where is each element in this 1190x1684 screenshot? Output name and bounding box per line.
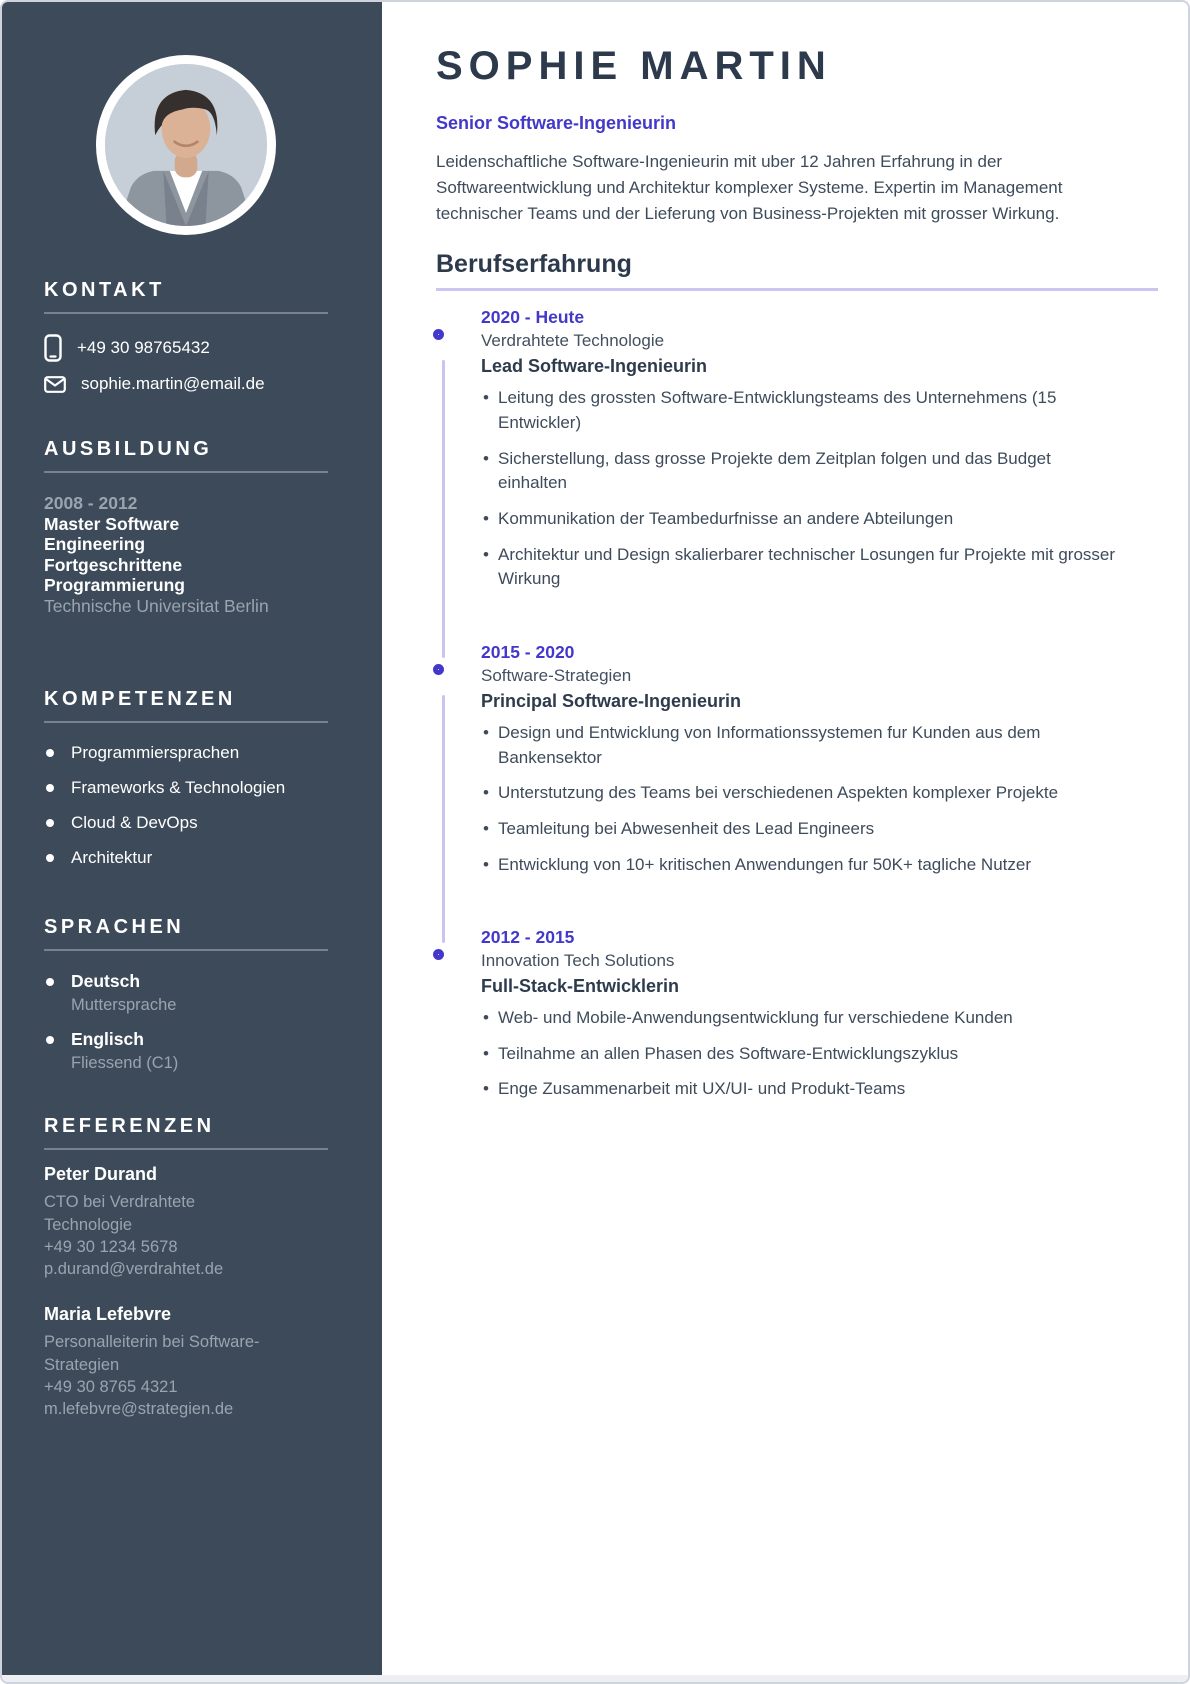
entry-bullet: • Teamleitung bei Abwesenheit des Lead Engineers [481,817,1123,842]
reference-item [44,1164,328,1280]
entry-bullet: • Teilnahme an allen Phasen des Software-Entwicklungszyklus [481,1042,1123,1067]
entry-role: Principal Software-Ingenieurin [481,690,742,711]
skill-label: Programmiersprachen [71,743,240,763]
profile-summary: Leidenschaftliche Software-Ingenieurin mit uber 12 Jahren Erfahrung in der Softwareentwicklung und Architektur komplexer Systeme. Expertin im Management technischer Teams und der Lieferung von Business-Projekten mit grosser Wirkung. [436,152,1063,223]
language-level: Muttersprache [71,996,177,1015]
entry-bullet: • Enge Zusammenarbeit mit UX/UI- und Produkt-Teams [481,1077,1123,1102]
timeline-line [442,695,445,943]
language-item [44,1029,328,1073]
timeline-line [442,360,445,657]
entry-bullets [481,1006,1158,1102]
entry-bullet: • Leitung des grossten Software-Entwicklungsteams des Unternehmens (15 Entwickler) [481,386,1123,435]
entry-bullet: • Architektur und Design skalierbarer technischer Losungen fur Projekte mit grosser Wirkung [481,543,1123,592]
reference-name: Maria Lefebvre [44,1304,172,1325]
reference-email: p.durand@verdrahtet.de [44,1260,224,1279]
contact-heading: KONTAKT [44,279,165,301]
references-heading: REFERENZEN [44,1115,215,1138]
education-section [44,438,328,616]
section-divider [44,312,328,314]
entry-bullet: • Entwicklung von 10+ kritischen Anwendungen fur 50K+ tagliche Nutzer [481,853,1123,878]
language-name: Deutsch [71,971,141,992]
entry-period: 2020 - Heute [481,307,585,328]
skill-item [44,743,328,763]
bullet-dot [46,819,54,827]
entry-bullets [481,386,1158,591]
reference-role: CTO bei Verdrahtete Technologie [44,1193,196,1234]
language-level: Fliessend (C1) [71,1054,179,1073]
languages-section [44,916,328,1073]
bullet-dot [46,784,54,792]
references-section [44,1115,328,1420]
skills-section [44,688,328,868]
phone-row [44,334,328,362]
skill-item [44,813,328,833]
reference-item [44,1304,328,1420]
skill-item [44,848,328,868]
experience-entry [436,307,1158,591]
language-item [44,971,328,1015]
page-bottom-edge [2,1675,1188,1682]
sidebar [2,2,382,1675]
entry-company: Verdrahtete Technologie [481,331,665,351]
entry-bullet: • Design und Entwicklung von Informationssystemen fur Kunden aus dem Bankensektor [481,721,1123,770]
email-row [44,374,328,394]
entry-company: Innovation Tech Solutions [481,951,675,971]
profile-photo [96,55,276,235]
bullet-dot [46,978,54,986]
job-title: Senior Software-Ingenieurin [436,113,677,133]
entry-role: Lead Software-Ingenieurin [481,356,708,377]
person-name: SOPHIE MARTIN [436,44,832,88]
entry-period: 2012 - 2015 [481,927,575,948]
entry-period: 2015 - 2020 [481,641,575,662]
experience-divider [436,288,1158,291]
main-content [382,2,1188,1675]
reference-email: m.lefebvre@strategien.de [44,1400,234,1419]
entry-bullet: • Kommunikation der Teambedurfnisse an andere Abteilungen [481,507,1123,532]
resume-body [2,2,1188,1675]
email-icon [44,376,66,393]
skills-heading: KOMPETENZEN [44,688,236,711]
entry-role: Full-Stack-Entwicklerin [481,976,680,997]
contact-section [44,279,328,394]
bullet-dot [46,749,54,757]
reference-role: Personalleiterin bei Software-Strategien [44,1333,260,1374]
profile-photo-illustration [105,64,267,226]
entry-bullets [481,721,1158,877]
entry-bullet: • Sicherstellung, dass grosse Projekte dem Zeitplan folgen und das Budget einhalten [481,447,1123,496]
languages-heading: SPRACHEN [44,916,185,939]
section-divider [44,1148,328,1150]
reference-phone: +49 30 8765 4321 [44,1377,178,1396]
timeline-dot [433,664,444,675]
reference-name: Peter Durand [44,1164,158,1185]
phone-value: +49 30 98765432 [77,338,210,357]
skill-label: Architektur [71,848,153,868]
skill-label: Cloud & DevOps [71,813,198,833]
entry-bullet: • Unterstutzung des Teams bei verschiedenen Aspekten komplexer Projekte [481,781,1123,806]
timeline-dot [433,949,444,960]
phone-icon [44,334,62,362]
language-name: Englisch [71,1029,144,1050]
section-divider [44,949,328,951]
experience-heading: Berufserfahrung [436,250,632,279]
entry-company: Software-Strategien [481,665,632,685]
section-divider [44,471,328,473]
section-divider [44,721,328,723]
bullet-dot [46,1036,54,1044]
bullet-dot [46,854,54,862]
skill-label: Frameworks & Technologien [71,778,286,798]
education-degree: Master Software Engineering Fortgeschrittene Programmierung [44,514,185,596]
education-period: 2008 - 2012 [44,493,138,513]
reference-phone: +49 30 1234 5678 [44,1237,178,1256]
education-heading: AUSBILDUNG [44,438,213,460]
entry-bullet: • Web- und Mobile-Anwendungsentwicklung fur verschiedene Kunden [481,1006,1123,1031]
email-value: sophie.martin@email.de [81,374,265,393]
education-school: Technische Universitat Berlin [44,595,269,616]
timeline-dot [433,329,444,340]
skill-item [44,778,328,798]
experience-entry [436,642,1158,877]
experience-entry [436,927,1158,1102]
